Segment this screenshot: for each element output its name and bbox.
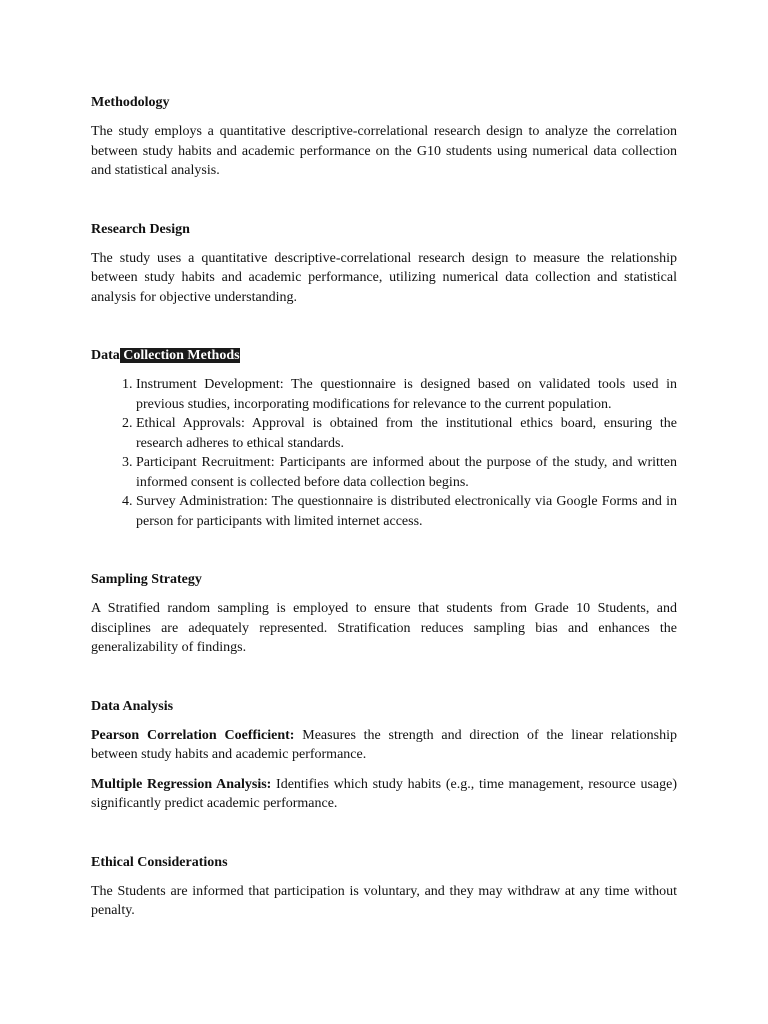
list-item: 2. Ethical Approvals: Approval is obtained from the institutional ethics board, ensuring the research adheres to ethical standards.	[136, 414, 677, 453]
data-collection-list	[91, 375, 677, 531]
research-design-heading: Research Design	[91, 221, 190, 237]
regression-paragraph	[91, 775, 677, 814]
data-collection-heading	[91, 346, 677, 365]
pearson-text: Measures the strength and direction of the linear relationship between study habits and academic performance.	[91, 727, 678, 762]
methodology-paragraph: The study employs a quantitative descriptive-correlational research design to analyze the correlation between study habits and academic performance on the G10 students using numerical data collection and statistical analysis.	[91, 124, 677, 178]
research-design-paragraph: The study uses a quantitative descriptive-correlational research design to measure the relationship between study habits and academic performance, utilizing numerical data collection and statistical analysis for objective understanding.	[91, 250, 677, 305]
pearson-label: Pearson Correlation Coefficient:	[91, 727, 295, 743]
regression-label: Multiple Regression Analysis:	[91, 776, 272, 792]
list-item: 4. Survey Administration: The questionnaire is distributed electronically via Google Forms and in person for participants with limited internet access.	[136, 492, 677, 531]
ethics-heading: Ethical Considerations	[91, 854, 228, 870]
sampling-heading: Sampling Strategy	[91, 572, 202, 587]
methodology-heading: Methodology	[91, 95, 170, 110]
data-analysis-heading: Data Analysis	[91, 698, 174, 714]
list-item: 1. Instrument Development: The questionnaire is designed based on validated tools used in previous studies, incorporating modifications for relevance to the current population.	[136, 375, 677, 414]
data-collection-heading-highlight: Collection Methods	[119, 348, 240, 363]
sampling-paragraph: A Stratified random sampling is employed to ensure that students from Grade 10 Students, and disciplines are adequately represented. Stratification reduces sampling bias and enhances the generalizability of findings.	[91, 601, 677, 655]
pearson-paragraph	[91, 726, 677, 765]
regression-text: Identifies which study habits (e.g., time management, resource usage) significantly predict academic performance.	[91, 776, 677, 811]
list-item: 3. Participant Recruitment: Participants are informed about the purpose of the study, and written informed consent is collected before data collection begins.	[136, 453, 677, 492]
data-collection-heading-plain: Data	[91, 348, 120, 363]
ethics-paragraph: The Students are informed that participation is voluntary, and they may withdraw at any time without penalty.	[91, 883, 677, 918]
